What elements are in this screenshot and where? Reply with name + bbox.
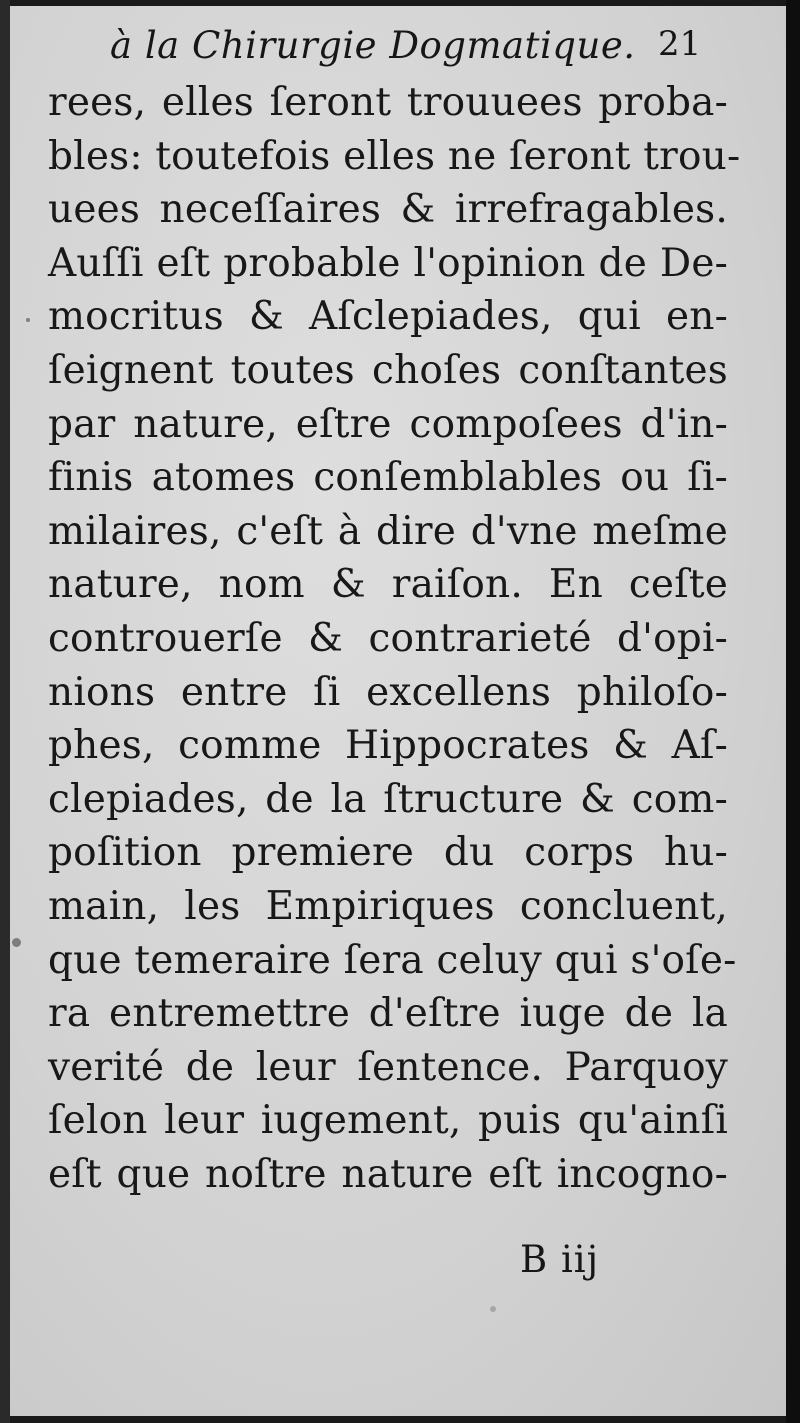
text-line: que temeraire ſera celuy qui s'oſe-: [48, 937, 737, 983]
ink-speck: [26, 318, 30, 322]
text-line: nature, nom & raiſon. En ceſte: [48, 562, 728, 608]
body-text: [48, 76, 741, 1201]
text-line: finis atomes conſemblables ou ſi-: [48, 455, 728, 501]
page-header: [10, 24, 790, 74]
text-line: rees, elles ſeront trouuees proba-: [48, 80, 728, 125]
text-line: nions entre ſi excellens philoſo-: [48, 669, 728, 715]
text-line: phes, comme Hippocrates & Aſ-: [48, 723, 728, 769]
text-line: ſelon leur iugement, puis qu'ainſi: [48, 1098, 728, 1144]
text-line: verité de leur ſentence. Parquoy: [48, 1044, 728, 1090]
text-line: ſeignent toutes choſes conſtantes: [48, 347, 728, 393]
text-line: controuerſe & contrarieté d'opi-: [48, 615, 728, 661]
text-line: clepiades, de la ſtructure & com-: [48, 776, 728, 822]
page-edge-left: [0, 0, 10, 1423]
book-page: [10, 6, 790, 1416]
page-number: 21: [658, 24, 702, 64]
running-head: à la Chirurgie Dogmatique.: [110, 24, 636, 67]
text-line: uees neceſſaires & irrefragables.: [48, 187, 728, 233]
text-line: Auſſi eſt probable l'opinion de De-: [48, 240, 728, 286]
text-line: par nature, eſtre compoſees d'in-: [48, 401, 728, 447]
text-line: ra entremettre d'eſtre iuge de la: [48, 991, 728, 1037]
text-line: eſt que noſtre nature eſt incogno-: [48, 1151, 728, 1197]
ink-speck: [490, 1306, 496, 1312]
page-edge-right: [786, 0, 800, 1423]
signature-mark: B iij: [520, 1238, 600, 1281]
text-line: mocritus & Aſclepiades, qui en-: [48, 294, 728, 340]
text-line: bles: toutefois elles ne ſeront trou-: [48, 133, 741, 179]
text-line: milaires, c'eſt à dire d'vne meſme: [48, 508, 728, 554]
text-line: main, les Empiriques concluent,: [48, 883, 728, 929]
text-line: poſition premiere du corps hu-: [48, 830, 728, 876]
ink-speck: [12, 938, 21, 947]
